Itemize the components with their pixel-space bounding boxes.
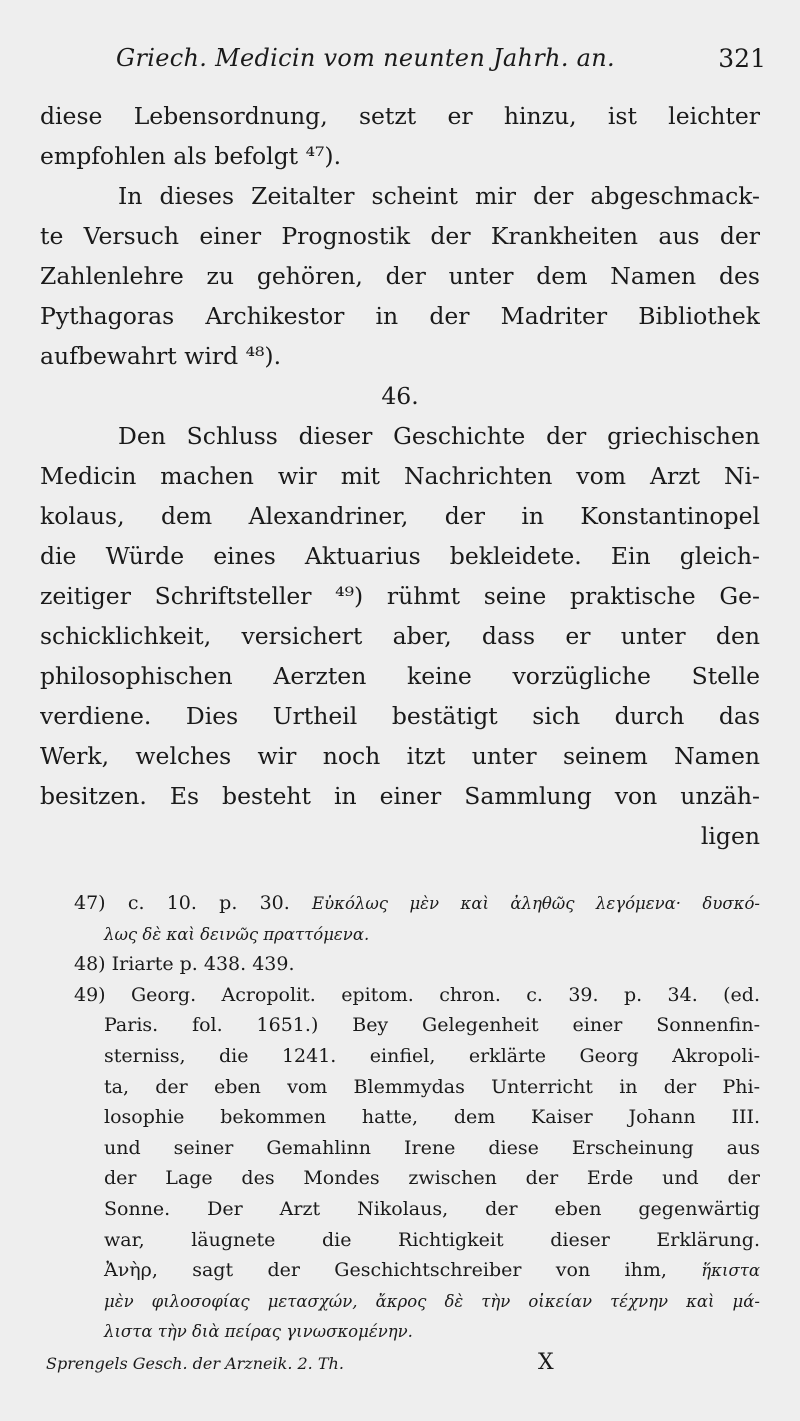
footnote-line: ta, der eben vom Blemmydas Unterricht in der Phi- bbox=[104, 1075, 760, 1098]
text-line: te Versuch einer Prognostik der Krankheiten aus der bbox=[40, 222, 760, 250]
text-line: philosophischen Aerzten keine vorzügliche Stelle bbox=[40, 662, 760, 690]
footnote-49-greek: μὲν φιλοσοφίας μετασχών, ἄκρος δὲ τὴν οἰκείαν τέχνην καὶ μά- bbox=[104, 1291, 760, 1311]
footnote-line: sterniss, die 1241. einfiel, erklärte Georg Akropoli- bbox=[104, 1044, 760, 1067]
text-line: Werk, welches wir noch itzt unter seinem Namen bbox=[40, 742, 760, 770]
footnote-47-ref: 47) c. 10. p. 30. bbox=[74, 892, 290, 914]
text-line: kolaus, dem Alexandriner, der in Konstantinopel bbox=[40, 502, 760, 530]
text-line: ligen bbox=[700, 822, 760, 850]
footnote-line: losophie bekommen hatte, dem Kaiser Johann III. bbox=[104, 1106, 760, 1129]
text-line: aufbewahrt wird ⁴⁸). bbox=[40, 342, 282, 370]
text-line: verdiene. Dies Urtheil bestätigt sich durch das bbox=[40, 702, 760, 730]
footnote-49-quote-intro: Ἀνὴρ, sagt der Geschichtschreiber von ihm, bbox=[104, 1259, 667, 1282]
footnote-line bbox=[40, 888, 760, 919]
page-number: 321 bbox=[718, 44, 766, 73]
footnote-line: und seiner Gemahlinn Irene diese Erscheinung aus bbox=[104, 1136, 760, 1159]
footnote-line bbox=[40, 1255, 760, 1286]
section-number: 46. bbox=[381, 382, 419, 410]
text-line: Zahlenlehre zu gehören, der unter dem Namen des bbox=[40, 262, 760, 290]
main-text bbox=[40, 96, 760, 856]
footnote-line: Paris. fol. 1651.) Bey Gelegenheit einer Sonnenfin- bbox=[104, 1014, 760, 1037]
footnotes bbox=[40, 888, 760, 1347]
text-line: schicklichkeit, versichert aber, dass er unter den bbox=[40, 622, 760, 650]
footnote-48: 48) Iriarte p. 438. 439. bbox=[74, 953, 295, 976]
footnote-line: war, läugnete die Richtigkeit dieser Erklärung. bbox=[104, 1228, 760, 1251]
footnote-49: 49) Georg. Acropolit. epitom. chron. c. 39. p. 34. (ed. bbox=[74, 983, 760, 1006]
footnote-line bbox=[40, 1286, 760, 1317]
printer-signature-line: Sprengels Gesch. der Arzneik. 2. Th. bbox=[46, 1354, 344, 1373]
text-line: Pythagoras Archikestor in der Madriter Bibliothek bbox=[40, 302, 760, 330]
footnote-line bbox=[40, 919, 760, 950]
footnote-49-greek-end: λιστα τὴν διὰ πείρας γινωσκομένην. bbox=[104, 1322, 413, 1342]
footnote-line bbox=[40, 1316, 760, 1347]
text-line: Den Schluss dieser Geschichte der griechischen bbox=[118, 422, 760, 450]
running-title: Griech. Medicin vom neunten Jahrh. an. bbox=[116, 44, 615, 72]
printer-signature-mark: X bbox=[538, 1350, 554, 1375]
text-line: diese Lebensordnung, setzt er hinzu, ist leichter bbox=[40, 102, 760, 130]
footnote-line: Sonne. Der Arzt Nikolaus, der eben gegenwärtig bbox=[104, 1197, 760, 1220]
footnote-47-greek-cont: λως δὲ καὶ δεινῶς πραττόμενα. bbox=[104, 924, 370, 944]
text-line: Medicin machen wir mit Nachrichten vom Arzt Ni- bbox=[40, 462, 760, 490]
footnote-47-greek: Εὐκόλως μὲν καὶ ἀληθῶς λεγόμενα· δυσκό- bbox=[312, 894, 760, 913]
footnote-49-greek-start: ἥκιστα bbox=[701, 1261, 760, 1281]
text-line: die Würde eines Aktuarius bekleidete. Ein gleich- bbox=[40, 542, 760, 570]
text-line: In dieses Zeitalter scheint mir der abgeschmack- bbox=[118, 182, 760, 210]
text-line: besitzen. Es besteht in einer Sammlung von unzäh- bbox=[40, 782, 760, 810]
text-line: zeitiger Schriftsteller ⁴⁹) rühmt seine praktische Ge- bbox=[40, 582, 760, 610]
page-header bbox=[40, 38, 770, 82]
footnote-line: der Lage des Mondes zwischen der Erde und der bbox=[104, 1167, 760, 1190]
page-footer bbox=[46, 1350, 746, 1380]
text-line: empfohlen als befolgt ⁴⁷). bbox=[40, 142, 342, 170]
